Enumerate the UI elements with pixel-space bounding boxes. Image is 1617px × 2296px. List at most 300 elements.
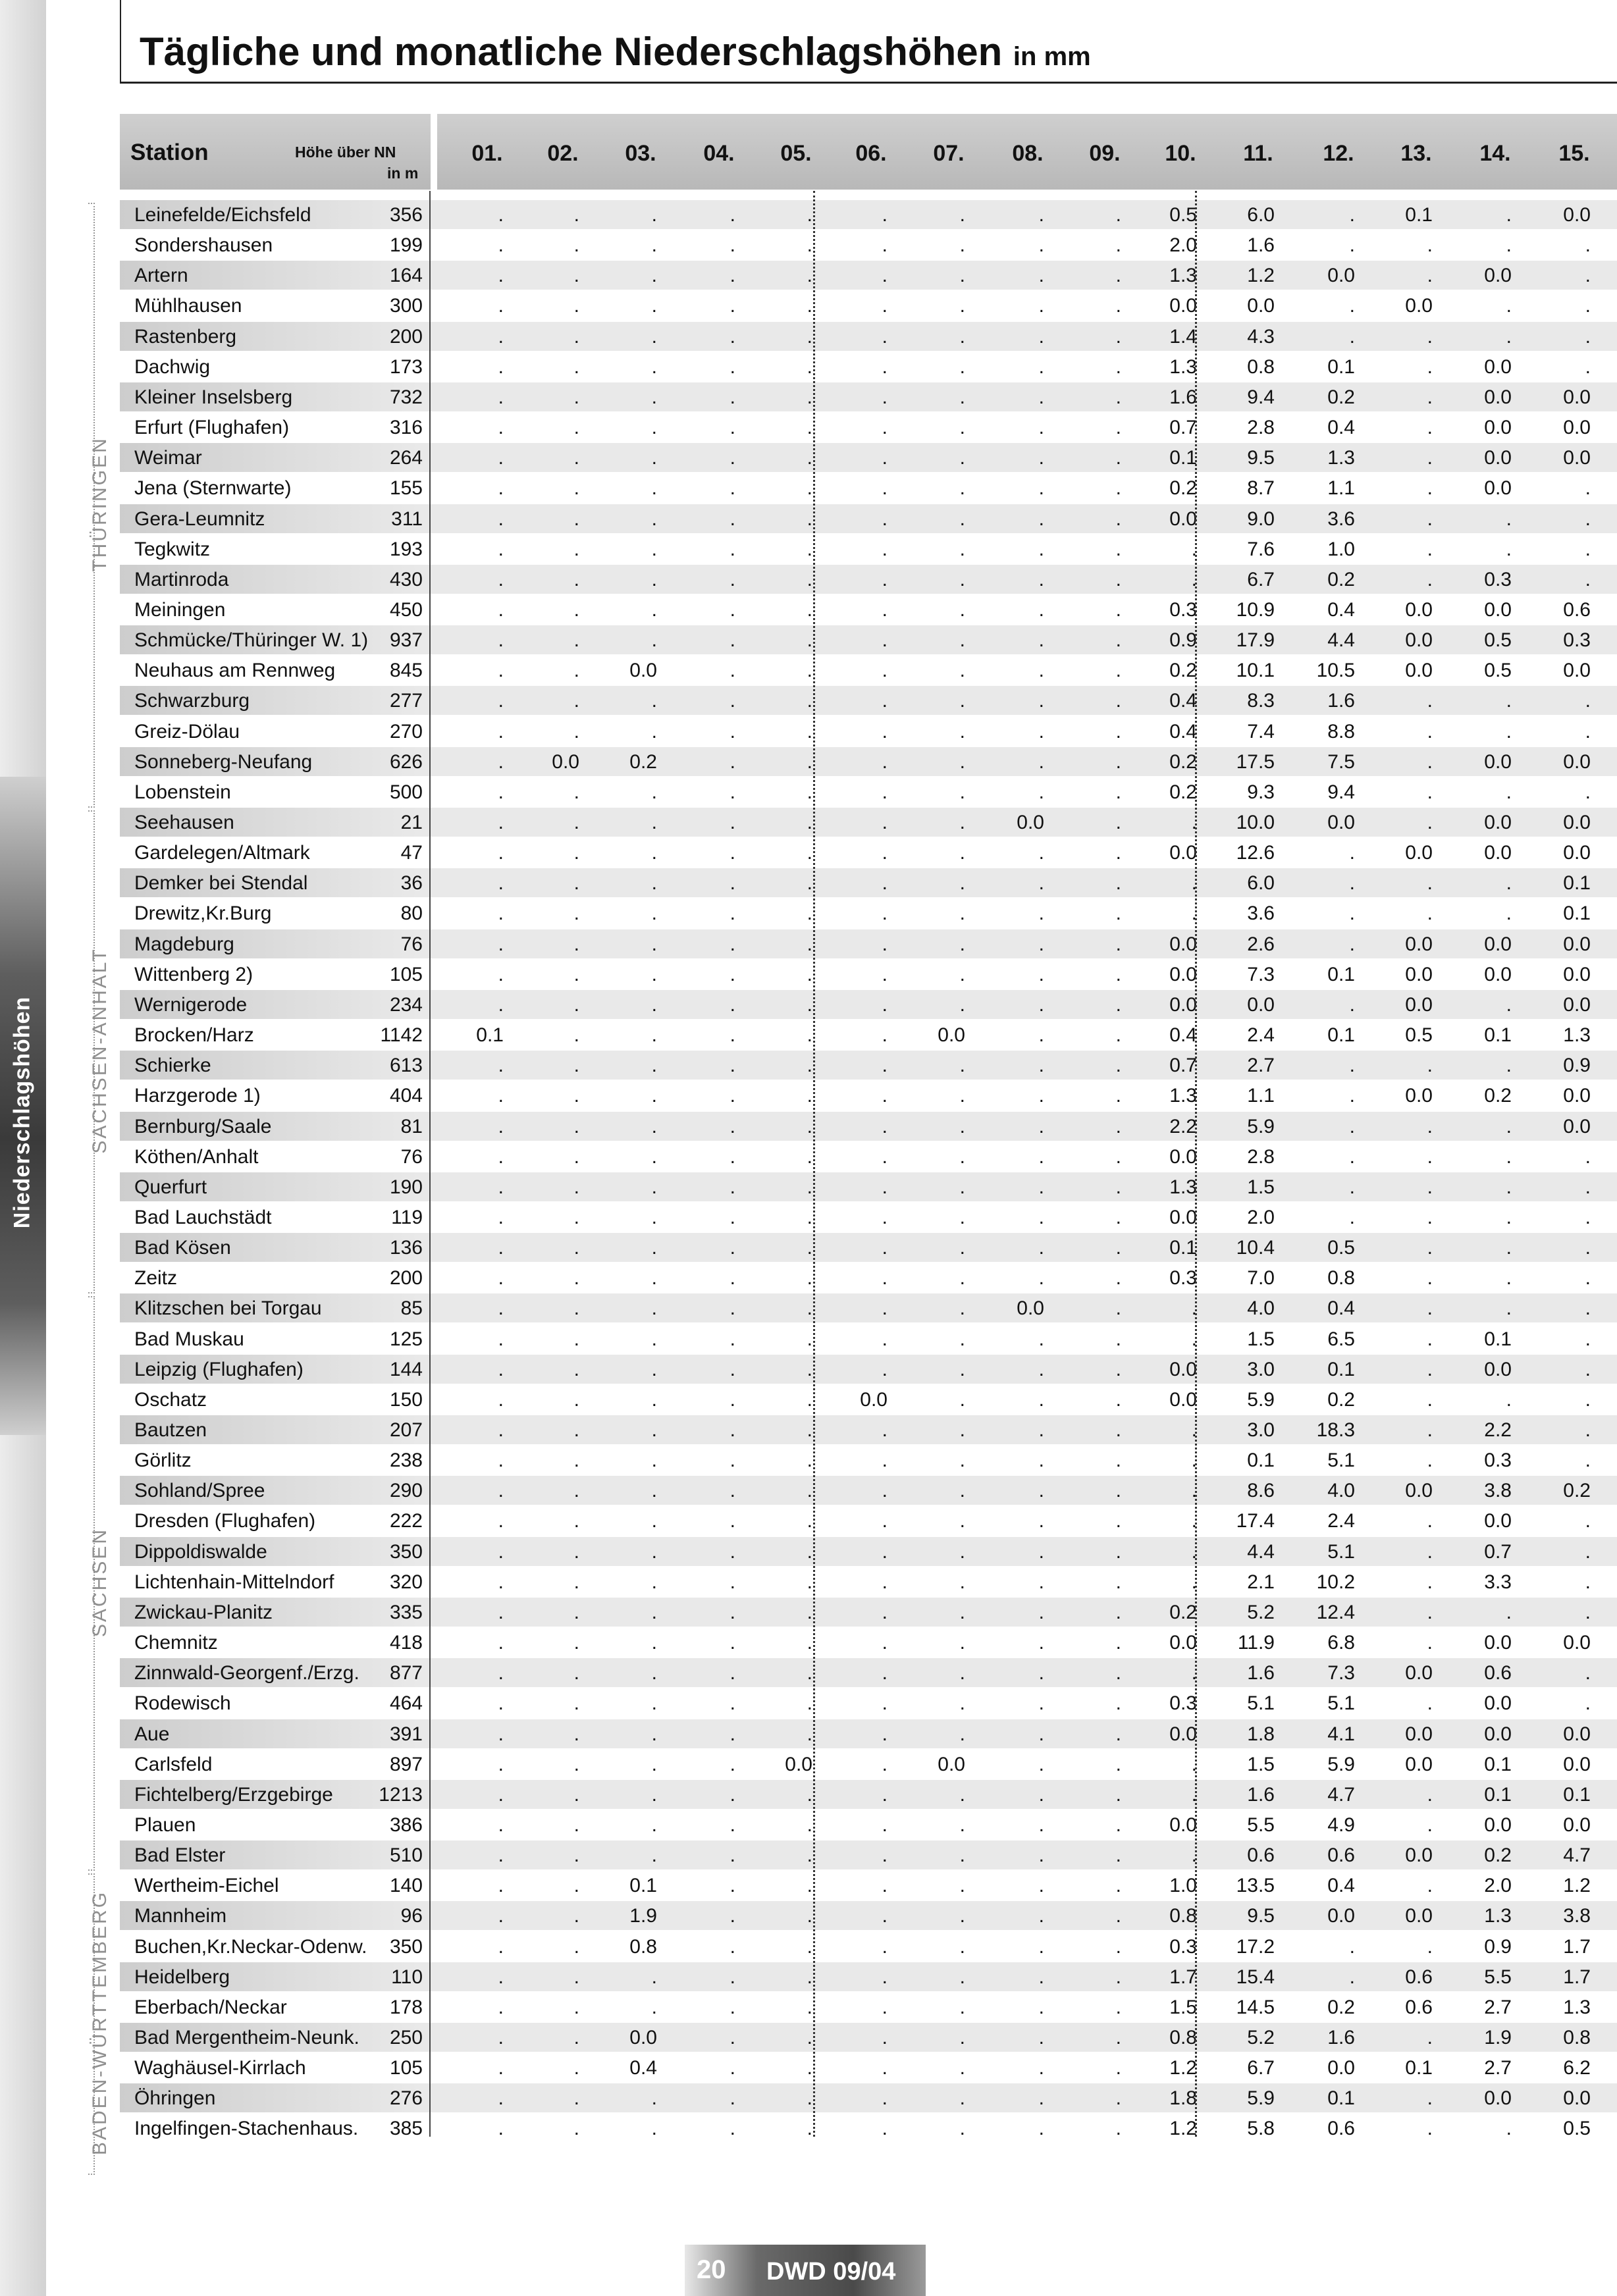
day-value: . bbox=[729, 872, 735, 895]
day-value: 0.0 bbox=[1563, 386, 1591, 408]
day-value: . bbox=[729, 933, 735, 955]
table-row bbox=[0, 200, 1617, 230]
day-value: 1.4 bbox=[1169, 325, 1197, 348]
day-value: . bbox=[1038, 1055, 1044, 1077]
station-name: Mannheim bbox=[134, 1905, 227, 1927]
day-value: . bbox=[1506, 1601, 1512, 1623]
day-value: . bbox=[807, 325, 812, 348]
day-value: . bbox=[1427, 1206, 1433, 1228]
day-value: 0.0 bbox=[1563, 842, 1591, 864]
day-value: . bbox=[1115, 1783, 1121, 1806]
day-value: . bbox=[573, 1632, 579, 1654]
day-value: . bbox=[1115, 1632, 1121, 1654]
day-header: 08. bbox=[1012, 141, 1044, 166]
station-altitude: 140 bbox=[389, 1875, 423, 1897]
day-value: 4.0 bbox=[1327, 1480, 1355, 1502]
day-value: 0.0 bbox=[938, 1024, 965, 1047]
day-value: 0.5 bbox=[1484, 660, 1512, 682]
state-group-label: SACHSEN bbox=[89, 1527, 111, 1637]
day-value: . bbox=[882, 1085, 888, 1107]
day-value: . bbox=[729, 417, 735, 439]
day-value: . bbox=[807, 1388, 812, 1411]
station-altitude: 238 bbox=[389, 1449, 423, 1472]
day-value: . bbox=[729, 1692, 735, 1715]
day-value: . bbox=[807, 2118, 812, 2140]
day-header: 13. bbox=[1400, 141, 1432, 166]
day-value: . bbox=[807, 1206, 812, 1228]
station-altitude: 732 bbox=[389, 386, 423, 408]
day-value: 4.9 bbox=[1327, 1813, 1355, 1836]
day-value: 0.0 bbox=[552, 750, 579, 773]
day-value: 6.0 bbox=[1247, 872, 1275, 895]
day-value: 0.5 bbox=[1563, 2118, 1591, 2140]
table-row bbox=[0, 1658, 1617, 1688]
day-value: . bbox=[1115, 1267, 1121, 1290]
day-value: . bbox=[1506, 993, 1512, 1016]
station-altitude: 264 bbox=[389, 447, 423, 469]
day-value: . bbox=[498, 508, 504, 530]
day-value: . bbox=[651, 295, 657, 317]
day-value: 0.1 bbox=[1563, 902, 1591, 925]
day-value: 5.9 bbox=[1247, 2087, 1275, 2110]
day-value: . bbox=[1585, 295, 1591, 317]
day-value: . bbox=[498, 2118, 504, 2140]
day-value: 0.0 bbox=[1563, 1813, 1591, 1836]
day-value: 0.0 bbox=[1484, 598, 1512, 621]
station-name: Bad Kösen bbox=[134, 1237, 231, 1259]
day-value: . bbox=[498, 1996, 504, 2018]
day-value: . bbox=[498, 842, 504, 864]
day-value: . bbox=[1585, 1145, 1591, 1168]
day-value: . bbox=[651, 781, 657, 803]
day-value: 3.8 bbox=[1484, 1480, 1512, 1502]
day-value: . bbox=[959, 508, 965, 530]
station-name: Magdeburg bbox=[134, 933, 234, 955]
day-value: . bbox=[882, 1723, 888, 1745]
day-value: . bbox=[1038, 1753, 1044, 1775]
station-altitude: 105 bbox=[389, 2057, 423, 2079]
day-value: . bbox=[498, 1297, 504, 1320]
day-value: . bbox=[1506, 1388, 1512, 1411]
day-value: . bbox=[1115, 1966, 1121, 1988]
day-value: . bbox=[807, 2057, 812, 2079]
day-value: . bbox=[959, 1632, 965, 1654]
table-row bbox=[0, 1688, 1617, 1719]
day-header: 11. bbox=[1243, 141, 1273, 166]
day-value: . bbox=[1427, 720, 1433, 743]
day-value: . bbox=[882, 1176, 888, 1198]
day-value: . bbox=[651, 1966, 657, 1988]
station-altitude: 96 bbox=[400, 1905, 423, 1927]
day-value: . bbox=[1115, 204, 1121, 226]
day-value: . bbox=[1038, 1419, 1044, 1441]
day-value: . bbox=[1427, 1176, 1433, 1198]
table-row bbox=[0, 1051, 1617, 1081]
day-value: 3.3 bbox=[1484, 1571, 1512, 1593]
day-value: . bbox=[729, 508, 735, 530]
day-header: 05. bbox=[780, 141, 812, 166]
day-value: . bbox=[807, 477, 812, 500]
day-value: . bbox=[1115, 933, 1121, 955]
day-value: 4.4 bbox=[1327, 629, 1355, 652]
station-name: Harzgerode 1) bbox=[134, 1085, 261, 1107]
station-altitude: 350 bbox=[389, 1935, 423, 1958]
day-value: . bbox=[1038, 1480, 1044, 1502]
day-value: 1.7 bbox=[1563, 1935, 1591, 1958]
day-value: . bbox=[1585, 1662, 1591, 1684]
station-name: Plauen bbox=[134, 1813, 196, 1836]
day-value: 0.0 bbox=[1405, 598, 1433, 621]
day-value: . bbox=[959, 1449, 965, 1472]
day-value: . bbox=[807, 1328, 812, 1350]
day-value: . bbox=[959, 1297, 965, 1320]
day-value: . bbox=[959, 234, 965, 257]
day-value: . bbox=[573, 1145, 579, 1168]
day-value: . bbox=[959, 1176, 965, 1198]
day-value: . bbox=[882, 295, 888, 317]
day-value: . bbox=[882, 660, 888, 682]
day-value: 0.1 bbox=[1169, 1237, 1197, 1259]
station-altitude: 430 bbox=[389, 568, 423, 590]
day-value: 0.5 bbox=[1405, 1024, 1433, 1047]
day-value: . bbox=[1585, 1237, 1591, 1259]
station-name: Schwarzburg bbox=[134, 690, 250, 712]
day-value: . bbox=[882, 1632, 888, 1654]
day-value: 0.1 bbox=[476, 1024, 504, 1047]
day-value: 1.3 bbox=[1484, 1905, 1512, 1927]
day-value: . bbox=[1585, 781, 1591, 803]
day-value: 0.0 bbox=[1169, 993, 1197, 1016]
day-value: . bbox=[882, 1783, 888, 1806]
day-value: . bbox=[1115, 1297, 1121, 1320]
day-value: . bbox=[1038, 933, 1044, 955]
day-value: . bbox=[651, 690, 657, 712]
day-header: 03. bbox=[625, 141, 656, 166]
day-value: 0.0 bbox=[1563, 812, 1591, 833]
day-value: . bbox=[807, 1875, 812, 1897]
day-value: . bbox=[651, 1055, 657, 1077]
day-value: . bbox=[1427, 1783, 1433, 1806]
day-value: . bbox=[573, 1662, 579, 1684]
day-value: 0.0 bbox=[1484, 750, 1512, 773]
day-value: . bbox=[882, 1510, 888, 1532]
day-value: . bbox=[573, 598, 579, 621]
day-value: 1.3 bbox=[1169, 1176, 1197, 1198]
day-value: . bbox=[1427, 1632, 1433, 1654]
day-header: 04. bbox=[703, 141, 735, 166]
day-value: . bbox=[729, 1480, 735, 1502]
day-value: . bbox=[729, 1358, 735, 1380]
day-value: 5.9 bbox=[1247, 1115, 1275, 1137]
day-value: 0.2 bbox=[1169, 477, 1197, 500]
day-value: . bbox=[1115, 568, 1121, 590]
station-altitude: 36 bbox=[400, 872, 423, 895]
day-value: . bbox=[882, 812, 888, 833]
day-value: 0.0 bbox=[1563, 447, 1591, 469]
day-value: . bbox=[1115, 2118, 1121, 2140]
table-row bbox=[0, 1598, 1617, 1628]
day-value: . bbox=[651, 1388, 657, 1411]
day-value: 3.8 bbox=[1563, 1905, 1591, 1927]
day-value: . bbox=[573, 1055, 579, 1077]
day-value: . bbox=[1115, 842, 1121, 864]
day-value: 1.9 bbox=[1484, 2027, 1512, 2048]
day-value: . bbox=[1115, 812, 1121, 833]
day-value: . bbox=[651, 902, 657, 925]
day-value: 1.6 bbox=[1169, 386, 1197, 408]
day-value: . bbox=[1427, 1510, 1433, 1532]
table-row bbox=[0, 1901, 1617, 1931]
day-value: . bbox=[651, 1783, 657, 1806]
day-value: . bbox=[1038, 1206, 1044, 1228]
day-value: . bbox=[651, 1024, 657, 1047]
day-value: . bbox=[882, 538, 888, 560]
day-value: 0.0 bbox=[1405, 660, 1433, 682]
day-value: . bbox=[1427, 538, 1433, 560]
day-value: 0.0 bbox=[1484, 1692, 1512, 1715]
day-value: . bbox=[651, 508, 657, 530]
day-value: . bbox=[959, 1905, 965, 1927]
day-value: . bbox=[498, 1055, 504, 1077]
day-value: 0.0 bbox=[1405, 993, 1433, 1016]
day-value: . bbox=[1427, 355, 1433, 378]
day-value: . bbox=[1115, 1844, 1121, 1867]
day-value: 0.0 bbox=[1484, 2087, 1512, 2110]
table-row bbox=[0, 1446, 1617, 1476]
day-value: . bbox=[651, 2118, 657, 2140]
day-value: . bbox=[1038, 1176, 1044, 1198]
day-value: . bbox=[1115, 1935, 1121, 1958]
day-value: . bbox=[807, 598, 812, 621]
station-altitude: 311 bbox=[391, 508, 423, 530]
day-value: . bbox=[959, 568, 965, 590]
day-value: . bbox=[1038, 1267, 1044, 1290]
day-value: . bbox=[651, 1571, 657, 1593]
station-altitude: 450 bbox=[389, 598, 423, 621]
day-value: . bbox=[807, 508, 812, 530]
table-row bbox=[0, 1780, 1617, 1810]
station-altitude: 207 bbox=[389, 1419, 423, 1441]
day-value: 0.2 bbox=[1484, 1844, 1512, 1867]
station-name: Sondershausen bbox=[134, 234, 273, 257]
day-value: . bbox=[882, 598, 888, 621]
day-value: . bbox=[1115, 1813, 1121, 1836]
dotted-separator bbox=[1195, 191, 1197, 2137]
day-value: . bbox=[1115, 660, 1121, 682]
day-value: . bbox=[1427, 325, 1433, 348]
day-value: . bbox=[1427, 1297, 1433, 1320]
station-name: Kleiner Inselsberg bbox=[134, 386, 293, 408]
day-value: . bbox=[1038, 1510, 1044, 1532]
state-group-label: THÜRINGEN bbox=[89, 436, 111, 572]
day-value: . bbox=[1349, 1145, 1355, 1168]
day-value: . bbox=[1038, 1388, 1044, 1411]
day-value: . bbox=[882, 1875, 888, 1897]
day-value: . bbox=[807, 1601, 812, 1623]
day-value: 8.7 bbox=[1247, 477, 1275, 500]
day-value: . bbox=[1427, 902, 1433, 925]
day-value: . bbox=[959, 1145, 965, 1168]
station-name: Sonneberg-Neufang bbox=[134, 750, 313, 773]
station-name: Görlitz bbox=[134, 1449, 192, 1472]
day-value: . bbox=[498, 1571, 504, 1593]
day-value: . bbox=[807, 902, 812, 925]
day-value: 0.5 bbox=[1484, 629, 1512, 652]
day-value: . bbox=[1427, 447, 1433, 469]
day-value: 0.2 bbox=[1327, 568, 1355, 590]
day-value: . bbox=[807, 234, 812, 257]
day-value: . bbox=[959, 1480, 965, 1502]
table-row bbox=[0, 1112, 1617, 1142]
day-value: . bbox=[498, 1662, 504, 1684]
day-value: 13.5 bbox=[1236, 1875, 1275, 1897]
day-value: 6.8 bbox=[1327, 1632, 1355, 1654]
day-value: . bbox=[651, 265, 657, 287]
day-value: . bbox=[573, 417, 579, 439]
day-value: . bbox=[651, 1176, 657, 1198]
day-value: . bbox=[959, 781, 965, 803]
day-value: . bbox=[729, 1601, 735, 1623]
day-value: . bbox=[729, 1966, 735, 1988]
day-value: 0.0 bbox=[1169, 1723, 1197, 1745]
day-value: 1.5 bbox=[1247, 1176, 1275, 1198]
day-header: 01. bbox=[471, 141, 503, 166]
day-value: 0.3 bbox=[1484, 568, 1512, 590]
day-value: . bbox=[807, 1145, 812, 1168]
day-value: . bbox=[1349, 902, 1355, 925]
header-altitude-unit: in m bbox=[387, 165, 419, 182]
day-value: . bbox=[651, 872, 657, 895]
day-value: 0.6 bbox=[1405, 1966, 1433, 1988]
day-value: . bbox=[807, 1358, 812, 1380]
day-value: 0.1 bbox=[1484, 1328, 1512, 1350]
day-value: 12.6 bbox=[1236, 842, 1275, 864]
day-value: . bbox=[1585, 690, 1591, 712]
day-value: 0.0 bbox=[785, 1753, 812, 1775]
day-value: . bbox=[1585, 1601, 1591, 1623]
day-value: . bbox=[1038, 2057, 1044, 2079]
day-value: . bbox=[729, 1935, 735, 1958]
day-value: . bbox=[729, 1145, 735, 1168]
day-value: . bbox=[729, 295, 735, 317]
day-value: 3.0 bbox=[1247, 1419, 1275, 1441]
day-value: 0.0 bbox=[1405, 1723, 1433, 1745]
day-value: . bbox=[1191, 1480, 1197, 1502]
day-value: . bbox=[498, 812, 504, 833]
station-altitude: 155 bbox=[389, 477, 423, 500]
day-value: . bbox=[729, 538, 735, 560]
day-value: . bbox=[651, 1540, 657, 1563]
day-value: . bbox=[1038, 1085, 1044, 1107]
station-altitude: 222 bbox=[389, 1510, 423, 1532]
day-value: . bbox=[498, 1237, 504, 1259]
station-altitude: 464 bbox=[389, 1692, 423, 1715]
day-value: . bbox=[651, 1632, 657, 1654]
day-value: . bbox=[959, 993, 965, 1016]
day-value: . bbox=[498, 1844, 504, 1867]
table-row bbox=[0, 1385, 1617, 1415]
day-value: . bbox=[573, 538, 579, 560]
station-altitude: 270 bbox=[389, 720, 423, 743]
table-row bbox=[0, 990, 1617, 1020]
day-value: . bbox=[1506, 204, 1512, 226]
day-value: . bbox=[498, 204, 504, 226]
day-value: . bbox=[807, 781, 812, 803]
day-value: 10.2 bbox=[1316, 1571, 1355, 1593]
day-value: 4.7 bbox=[1563, 1844, 1591, 1867]
day-value: 6.7 bbox=[1247, 2057, 1275, 2079]
day-value: . bbox=[651, 720, 657, 743]
station-name: Drewitz,Kr.Burg bbox=[134, 902, 272, 925]
day-value: . bbox=[651, 1662, 657, 1684]
day-value: . bbox=[807, 1176, 812, 1198]
day-value: 1.6 bbox=[1247, 1783, 1275, 1806]
day-value: . bbox=[807, 265, 812, 287]
day-value: . bbox=[959, 1206, 965, 1228]
day-value: . bbox=[729, 1024, 735, 1047]
station-altitude: 404 bbox=[389, 1085, 423, 1107]
day-value: 5.1 bbox=[1327, 1449, 1355, 1472]
day-value: 0.0 bbox=[1327, 265, 1355, 287]
day-value: . bbox=[1506, 325, 1512, 348]
day-value: 0.1 bbox=[1247, 1449, 1275, 1472]
day-value: . bbox=[1038, 1875, 1044, 1897]
day-value: . bbox=[573, 2027, 579, 2048]
table-row bbox=[0, 717, 1617, 747]
day-value: . bbox=[1427, 1692, 1433, 1715]
day-value: . bbox=[882, 963, 888, 985]
day-value: . bbox=[651, 933, 657, 955]
day-value: . bbox=[498, 598, 504, 621]
table-row bbox=[0, 1324, 1617, 1355]
day-value: 7.6 bbox=[1247, 538, 1275, 560]
day-value: . bbox=[729, 963, 735, 985]
station-altitude: 76 bbox=[400, 933, 423, 955]
day-value: . bbox=[882, 325, 888, 348]
day-value: 1.2 bbox=[1169, 2057, 1197, 2079]
day-value: . bbox=[807, 1449, 812, 1472]
day-value: . bbox=[1427, 1540, 1433, 1563]
day-value: . bbox=[1038, 1966, 1044, 1988]
day-value: 0.2 bbox=[629, 750, 657, 773]
day-value: . bbox=[882, 750, 888, 773]
day-value: 0.0 bbox=[1563, 1085, 1591, 1107]
station-altitude: 845 bbox=[389, 660, 423, 682]
day-value: . bbox=[959, 1571, 965, 1593]
day-value: . bbox=[1191, 1662, 1197, 1684]
station-altitude: 300 bbox=[389, 295, 423, 317]
day-value: . bbox=[882, 1419, 888, 1441]
day-value: . bbox=[1191, 1844, 1197, 1867]
day-value: 5.1 bbox=[1327, 1540, 1355, 1563]
day-value: . bbox=[651, 1692, 657, 1715]
day-value: . bbox=[573, 508, 579, 530]
table-row bbox=[0, 2023, 1617, 2053]
day-value: 0.2 bbox=[1327, 1388, 1355, 1411]
day-value: . bbox=[959, 2027, 965, 2048]
day-value: . bbox=[959, 477, 965, 500]
day-value: 6.7 bbox=[1247, 568, 1275, 590]
day-value: 0.2 bbox=[1169, 660, 1197, 682]
day-value: . bbox=[882, 447, 888, 469]
day-value: . bbox=[959, 386, 965, 408]
day-value: . bbox=[882, 2057, 888, 2079]
day-value: 0.3 bbox=[1169, 1935, 1197, 1958]
day-value: . bbox=[1585, 1176, 1591, 1198]
day-value: . bbox=[807, 1055, 812, 1077]
day-value: . bbox=[1038, 598, 1044, 621]
day-value: . bbox=[498, 1358, 504, 1380]
